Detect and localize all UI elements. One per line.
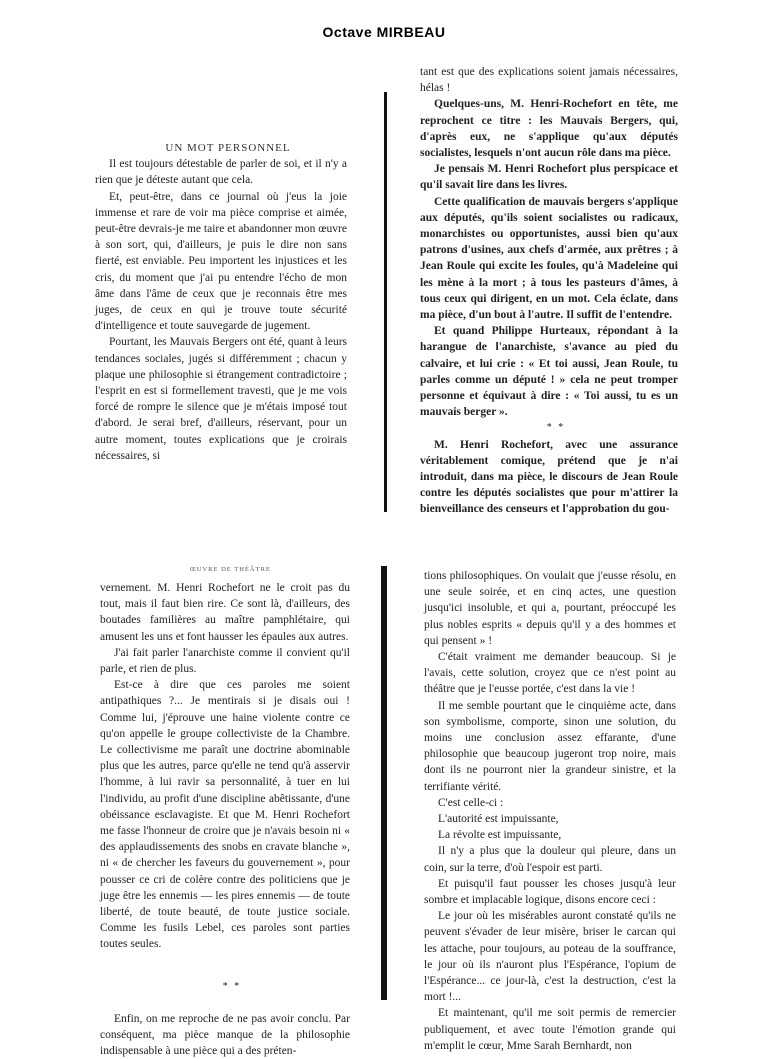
paragraph: Et quand Philippe Hurteaux, répondant à la harangue de l'anarchiste, s'avance au pied du calvaire, et lui crie : « Et toi aussi, Jean Roule, tu parles comme un député ! » cela ne peut tromper personne et équivaut à dire : « Toi aussi, tu es un mauvais berger ». xyxy=(420,325,678,419)
paragraph: tions philosophiques. On voulait que j'eusse résolu, en une seule soirée, et en cinq actes, une question jusqu'ici insoluble, et qui a, pourtant, préoccupé les plus nobles esprits « depuis qu'il y a des hommes et qui pensent » ! xyxy=(424,570,676,647)
gutter-shadow xyxy=(384,92,387,512)
paragraph: Est-ce à dire que ces paroles me soient antipathiques ?... Je mentirais si je disais oui ! Comme lui, j'éprouve une haine violente contre ce qu'on appelle le groupe collectiviste de la Chambre. Le collectivisme me paraît une doctrine abominable plus que les autres, parce qu'elle ne tend qu'à asservir l'homme, à lui ravir sa personnalité, à tuer en lui l'individu, au profit d'une discipline abêtissante, d'une obéissance esclavagiste. Et que M. Henri Rochefort me fasse l'honneur de croire que je n'avais besoin ni « des applaudissements des snobs en cravate blanche », ni « de chercher les faveurs du gouvernement », pour pousser ce cri de colère contre des politiciens que je juge être les ennemis — les pires ennemis — de toute liberté, de toute beauté, de toute justice sociale. Comme les fusils Lebel, ces paroles sont parties toutes seules. xyxy=(100,679,350,951)
paragraph: C'est celle-ci : xyxy=(438,796,504,809)
paragraph: Je pensais M. Henri Rochefort plus perspicace et qu'il savait lire dans les livres. xyxy=(420,163,678,192)
section-separator: * * xyxy=(546,422,566,434)
paragraph: La révolte est impuissante, xyxy=(438,829,562,842)
paragraph: vernement. M. Henri Rochefort ne le croit pas du tout, mais il faut bien rire. Ce sont là, d'ailleurs, des boutades familières au maître pamphlétaire, qui amusent les uns et font hausser les épaules aux autres. xyxy=(100,582,350,643)
paragraph: C'était vraiment me demander beaucoup. Si je l'avais, cette solution, croyez que ce n'est point au théâtre que je l'eusse portée, c'est dans la vie ! xyxy=(424,651,676,696)
page-3-column xyxy=(100,580,350,1059)
page-1-column xyxy=(95,142,347,464)
page-4-column xyxy=(424,568,676,1054)
section-title: UN MOT PERSONNEL xyxy=(165,142,291,154)
section-separator: * * xyxy=(222,980,242,992)
paragraph: Et, peut-être, dans ce journal où j'eus la joie immense et rare de voir ma pièce comprise et aimée, peut-être devrais-je me taire et abandonner mon œuvre à son sort, qui, d'ailleurs, je puis le dire non sans fierté, est enviable. Peu importent les injustices et les cris, du moment que j'ai pu entendre l'écho de mon âme dans l'âme de ceux que je reconnais être mes juges, de ceux en qui je trouve toute sécurité d'intelligence et toute sauvegarde de jugement. xyxy=(95,190,347,333)
document-header: Octave MIRBEAU xyxy=(322,24,446,40)
paragraph: Et puisqu'il faut pousser les choses jusqu'à leur sombre et implacable logique, disons encore ceci : xyxy=(424,877,676,907)
paragraph: M. Henri Rochefort, avec une assurance véritablement comique, prétend que je n'ai introduit, dans ma pièce, le discours de Jean Roule contre les députés socialistes que pour m'attirer la bienveillance des censeurs et l'approbation du gou- xyxy=(420,438,678,516)
paragraph: Le jour où les misérables auront constaté qu'ils ne peuvent s'évader de leur misère, briser le carcan qui les attache, pour toujours, au poteau de la souffrance, le jour où ils n'auront plus l'Espérance, l'opium de l'Espérance... ce jour-là, c'est la destruction, c'est la mort !... xyxy=(424,910,676,1004)
page-2-column xyxy=(420,64,678,518)
paragraph: Et maintenant, qu'il me soit permis de remercier publiquement, et avec toute l'émotion grande qui m'emplit le cœur, Mme Sarah Bernhardt, non xyxy=(424,1007,676,1052)
paragraph: Il me semble pourtant que le cinquième acte, dans son symbolisme, comporte, sinon une solution, du moins une conclusion assez effarante, d'une philosophie que beaucoup jugeront trop noire, mais dont ils ne pourront nier la grandeur sinistre, et la terrifiante vérité. xyxy=(424,699,676,793)
paragraph: L'autorité est impuissante, xyxy=(438,813,559,826)
paragraph: Cette qualification de mauvais bergers s'applique aux députés, qu'ils soient socialistes ou radicaux, monarchistes ou opportunistes, aussi bien qu'aux patrons d'usines, aux chefs d'armée, aux prêtres ; à Jean Roule qui excite les foules, qu'à Madeleine qui les mène à la mort ; à tous les pasteurs d'âmes, à tous ceux qui dirigent, en un mot. Cela éclate, dans ma pièce, d'un bout à l'autre. Il suffit de l'entendre. xyxy=(420,195,678,322)
gutter-shadow xyxy=(381,566,387,1000)
paragraph: Il est toujours détestable de parler de soi, et il n'y a rien que je déteste autant que cela. xyxy=(95,158,347,187)
paragraph: Il n'y a plus que la douleur qui pleure, dans un coin, sur la terre, d'où l'espoir est parti. xyxy=(424,845,676,874)
paragraph: J'ai fait parler l'anarchiste comme il convient qu'il parle, et rien de plus. xyxy=(100,646,350,676)
paragraph: Quelques-uns, M. Henri-Rochefort en tête, me reprochent ce titre : les Mauvais Bergers, qui, d'après eux, ne s'applique qu'aux députés socialistes, lesquels n'ont aucun rôle dans ma pièce. xyxy=(420,98,678,160)
running-head: ŒUVRE DE THÉÂTRE xyxy=(190,566,271,573)
paragraph: Enfin, on me reproche de ne pas avoir conclu. Par conséquent, ma pièce manque de la philosophie indispensable à une pièce qui a des préten- xyxy=(100,1012,350,1058)
paragraph: tant est que des explications soient jamais nécessaires, hélas ! xyxy=(420,66,678,95)
paragraph: Pourtant, les Mauvais Bergers ont été, quant à leurs tendances sociales, jugés si différemment ; chacun y plaque une philosophie si étrangement contradictoire ; l'esprit en est si formellement travesti, que je me vois forcé de rompre le silence que je m'étais imposé tout d'abord. Je serai bref, d'ailleurs, réservant, pour un autre moment, toutes explications que je croirais nécessaires, si xyxy=(95,336,347,462)
